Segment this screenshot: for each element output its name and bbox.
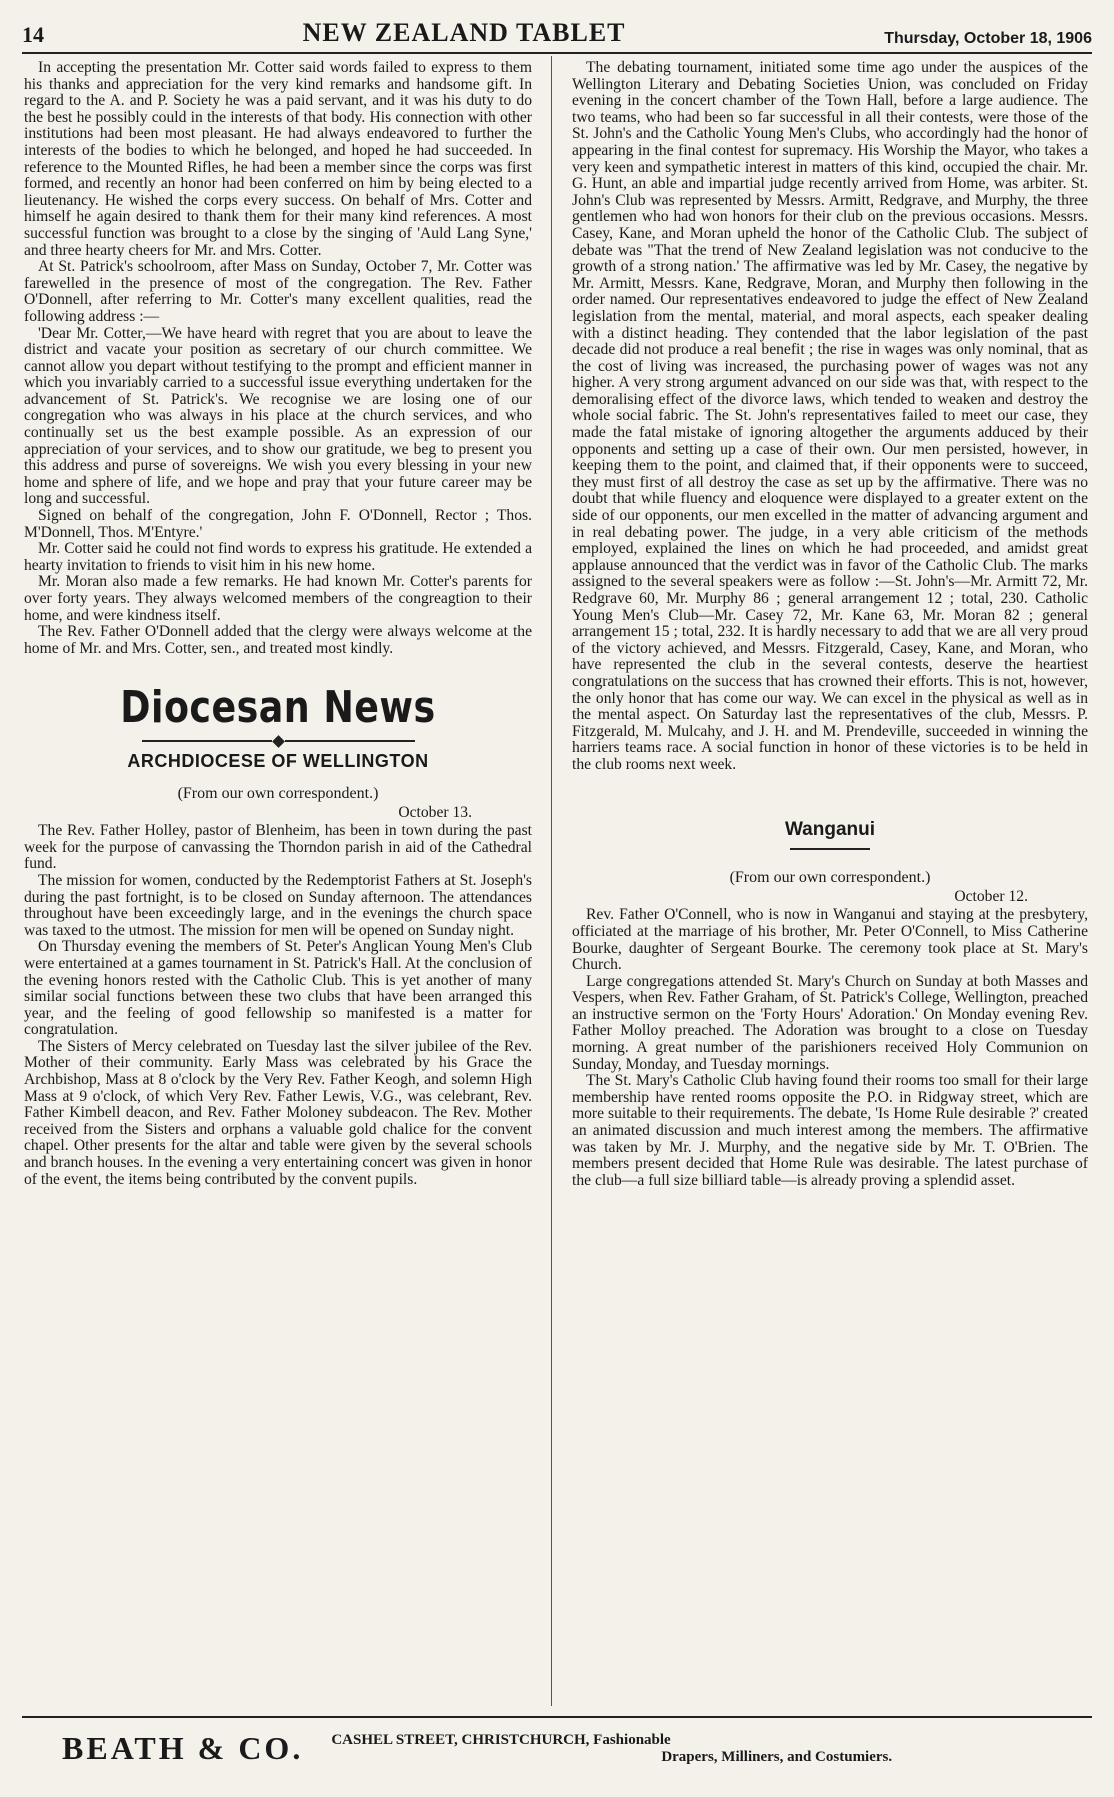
ad-line: CASHEL STREET, CHRISTCHURCH, Fashionable xyxy=(331,1732,671,1748)
page-number: 14 xyxy=(22,22,44,47)
advertisement-text xyxy=(331,1732,892,1766)
diamond-ornament-icon xyxy=(272,735,285,748)
section-heading: Wanganui xyxy=(784,818,876,840)
ornamental-rule xyxy=(24,735,532,747)
dateline: October 13. xyxy=(398,803,472,821)
article-paragraph: On Thursday evening the members of St. Peter's Anglican Young Men's Club were entertained at a games tournament in St. Patrick's Hall. At the conclusion of the evening honors rested with the Catholic Club. This is yet another of many similar social functions between these two clubs that have been arranged this year, and the feeling of good fellowship so manifested is a matter for congratulation. xyxy=(24,938,532,1039)
column-divider xyxy=(551,56,552,1706)
diocesan-news-masthead xyxy=(24,683,532,770)
article-paragraph: The Sisters of Mercy celebrated on Tuesday last the silver jubilee of the Rev. Mother of their community. Early Mass was celebrated by his Grace the Archbishop, Mass at 8 o'clock by the Very Rev. Father Keogh, and solemn High Mass at 9 o'clock, of which Very Rev. Father Lewis, V.G., was celebrant, Rev. Father Kimbell deacon, and Rev. Father Moloney subdeacon. The Rev. Mother received from the Sisters and orphans a valuable gold chalice for the convent chapel. Other presents for the altar and table were given by the several schools and branch houses. In the evening a very entertaining concert was given in honor of the event, the items being contributed by the convent pupils. xyxy=(24,1037,532,1188)
article-paragraph: The debating tournament, initiated some time ago under the auspices of the Wellington Literary and Debating Societies Union, was concluded on Friday evening in the concert chamber of the Town Hall, before a large audience. The two teams, who had been so far successful in all their contests, were those of the St. John's and the Catholic Young Men's Clubs, who accordingly had the honor of appearing in the final contest for supremacy. His Worship the Mayor, who takes a very keen and sympathetic interest in matters of this kind, occupied the chair. Mr. G. Hunt, an able and impartial judge recently arrived from Home, was arbiter. St. John's Club was represented by Messrs. Armitt, Redgrave, and Murphy, the three gentlemen who had won honors for their club on the previous occasions. Messrs. Casey, Kane, and Moran upheld the honor of the Catholic Club. The subject of debate was "That the trend of New Zealand legislation was not conducive to the growth of a strong nation.' The affirmative was led by Mr. Casey, the negative by Mr. Armitt, Messrs. Kane, Redgrave, Moran, and Murphy then following in the order named. Our representatives endeavored to judge the effect of New Zealand legislation from the mental, material, and moral aspects, each speaker dealing with a distinct heading. They contended that the labor legislation of the past decade did not produce a real benefit ; the rise in wages was only nominal, that as the cost of living was increased, the purchasing power of wages was not any higher. A very strong argument advanced on our side was that, with respect to the demoralising effect of the divorce laws, which tended to weaken and destroy the whole social fabric. The St. John's representatives failed to meet our case, they made the fatal mistake of ignoring altogether the arguments adduced by their opponents and setting up a case of their own. Our men persisted, however, in keeping them to the point, and claimed that, if their opponents were to succeed, they must first of all destroy the case as set up by the affirmative. There was no doubt that while fluency and eloquence were displayed to a greater extent on the side of our opponents, our men excelled in the matter of advancing argument and in real debating power. The judge, in a very able criticism of the methods employed, explained the lines on which he had proceeded, and amidst great applause announced that the verdict was in favor of the Catholic Club. The marks assigned to the several speakers were as follow :—St. John's—Mr. Armitt 72, Mr. Redgrave 60, Mr. Murphy 86 ; general arrangement 12 ; total, 230. Catholic Young Men's Club—Mr. Casey 72, Mr. Kane 63, Mr. Moran 82 ; general arrangement 15 ; total, 232. It is hardly necessary to add that we are all very proud of the victory achieved, and Messrs. Fitzgerald, Casey, Kane, and Moran, who have represented the club in the several contests, deserve the heartiest congratulations on the success that has crowned their efforts. This is not, however, the only honor that has come our way. We can excel in the physical as well as in the mental aspect. On Saturday last the representatives of the club, Messrs. P. Fitzgerald, M. Mulcahy, and J. H. and M. Prendeville, succeeded in winning the harriers teams race. A social function in honor of these victories is to be held in the club rooms next week. xyxy=(572,59,1088,773)
article-paragraph: 'Dear Mr. Cotter,—We have heard with regret that you are about to leave the district and vacate your position as secretary of our church committee. We cannot allow you depart without testifying to the prompt and efficient manner in which you invariably carried to a successful issue everything undertaken for the advancement of St. Patrick's. We recognise we are losing one of our congregation who was always in his place at the church services, and who continually set us the best example possible. As an expression of our appreciation of your services, and to show our gratitude, we beg to present you this address and purse of sovereigns. We wish you every blessing in your new home and sphere of life, and we hope and pray that your future career may be long and successful. xyxy=(24,324,532,508)
dateline: October 12. xyxy=(954,887,1028,905)
publication-title: NEW ZEALAND TABLET xyxy=(302,18,626,47)
article-paragraph: The Rev. Father O'Donnell added that the clergy were always welcome at the home of Mr. and Mrs. Cotter, sen., and treated most kindly. xyxy=(24,623,532,657)
article-paragraph: The Rev. Father Holley, pastor of Blenheim, has been in town during the past week for the purpose of canvassing the Thorndon parish in aid of the Cathedral fund. xyxy=(24,822,532,873)
article-paragraph: Mr. Moran also made a few remarks. He had known Mr. Cotter's parents for over forty years. They always welcomed members of the congreagtion to their home, and were kindness itself. xyxy=(24,573,532,624)
advertiser-name: BEATH & CO. xyxy=(62,1730,304,1766)
article-paragraph: The St. Mary's Catholic Club having found their rooms too small for their large membership have rented rooms opposite the P.O. in Ridgway street, which are more suitable to their requirements. The debate, 'Is Home Rule desirable ?' created an animated discussion and much interest among the members. The affirmative was taken by Mr. J. Murphy, and the negative side by Mr. T. O'Brien. The members present decided that Home Rule was desirable. The latest purchase of the club—a full size billiard table—is already proving a splendid asset. xyxy=(572,1072,1088,1189)
article-paragraph: Rev. Father O'Connell, who is now in Wanganui and staying at the presbytery, officiated at the marriage of his brother, Mr. Peter O'Connell, to Miss Catherine Bourke, daughter of Sergeant Bourke. The ceremony took place at St. Mary's Church. xyxy=(572,906,1088,974)
left-column xyxy=(24,60,532,1188)
page-header xyxy=(22,8,1092,54)
article-paragraph: Mr. Cotter said he could not find words to express his gratitude. He extended a hearty invitation to friends to visit him in his new home. xyxy=(24,540,532,574)
article-paragraph: Large congregations attended St. Mary's Church on Sunday at both Masses and Vespers, when Rev. Father Graham, of St. Patrick's College, Wellington, preached an instructive sermon on the 'Forty Hours' Adoration.' On Monday evening Rev. Father Molloy preached. The Adoration was brought to a close on Tuesday morning. A great number of the parishioners received Holy Communion on Sunday, Monday, and Tuesday mornings. xyxy=(572,972,1088,1073)
article-paragraph: The mission for women, conducted by the Redemptorist Fathers at St. Joseph's during the past fortnight, is to be closed on Sunday afternoon. The attendances throughout have been exceedingly large, and in the evenings the church space was taxed to the utmost. The mission for men will be opened on Sunday night. xyxy=(24,871,532,939)
correspondent-line: (From our own correspondent.) xyxy=(177,784,379,802)
ad-line: Drapers, Milliners, and Costumiers. xyxy=(661,1749,893,1765)
correspondent-line: (From our own correspondent.) xyxy=(729,869,931,887)
advertisement-footer xyxy=(22,1716,1092,1784)
right-column xyxy=(572,60,1088,1189)
article-paragraph: In accepting the presentation Mr. Cotter said words failed to express to them his thanks and appreciation for the very kind remarks and handsome gift. In regard to the A. and P. Society he was a paid servant, and it was his duty to do the best he possibly could in the interests of that body. His connection with other institutions had been most pleasant. He had always endeavored to further the interests of the bodies to which he belonged, and hoped he had succeeded. In reference to the Mounted Rifles, he had been a member since the corps was first formed, and recently an honor had been conferred on him by being elected to a lieutenancy. He wished the corps every success. On behalf of Mrs. Cotter and himself he again desired to thank them for their many kind references. A most successful function was brought to a close by the singing of 'Auld Lang Syne,' and three hearty cheers for Mr. and Mrs. Cotter. xyxy=(24,59,532,259)
section-rule xyxy=(790,848,870,850)
section-title: Diocesan News xyxy=(120,682,436,734)
subsection-heading: ARCHDIOCESE OF WELLINGTON xyxy=(127,751,429,772)
article-paragraph: At St. Patrick's schoolroom, after Mass on Sunday, October 7, Mr. Cotter was farewelled in the presence of most of the congregation. The Rev. Father O'Donnell, after referring to Mr. Cotter's many excellent qualities, read the following address :— xyxy=(24,258,532,325)
issue-date: Thursday, October 18, 1906 xyxy=(884,30,1092,47)
article-paragraph: Signed on behalf of the congregation, John F. O'Donnell, Rector ; Thos. M'Donnell, Thos. M'Entyre.' xyxy=(24,507,532,541)
